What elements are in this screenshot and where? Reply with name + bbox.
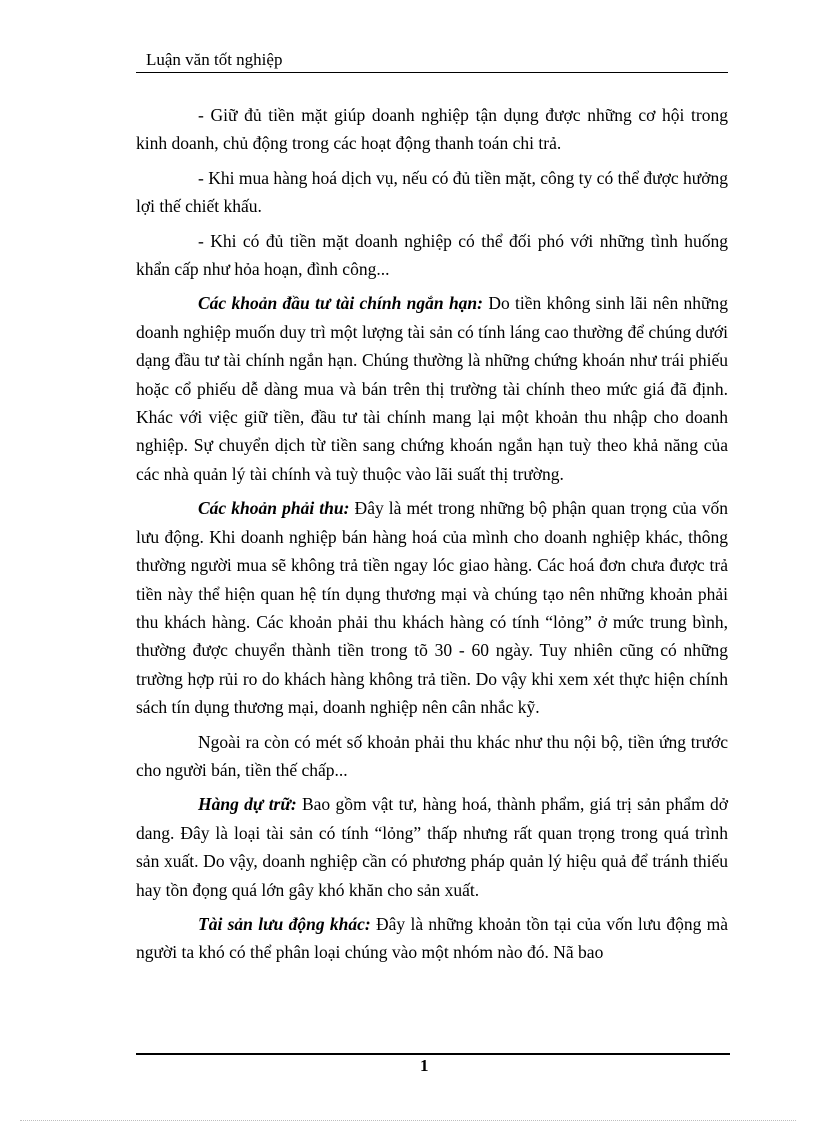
page-edge-dotted-line: [20, 1120, 796, 1121]
header-title: Luận văn tốt nghiệp: [146, 50, 283, 69]
body-text: [136, 101, 728, 973]
paragraph-cash-emergency: [136, 227, 728, 284]
paragraph-text: Ngoài ra còn có mét số khoản phải thu khác như thu nội bộ, tiền ứng trước cho người bán, tiền thế chấp...: [136, 731, 728, 780]
paragraph-receivables: [136, 494, 728, 721]
paragraph-other-current-assets: [136, 910, 728, 967]
paragraph-other-receivables: [136, 728, 728, 785]
paragraph-cash-discount: [136, 164, 728, 221]
paragraph-text: - Khi mua hàng hoá dịch vụ, nếu có đủ tiền mặt, công ty có thể được hưởng lợi thế chiết khấu.: [136, 167, 728, 217]
paragraph-text: Đây là những khoản tồn tại của vốn lưu động mà người ta khó có thể phân loại chúng vào một nhóm nào đó. Nã bao: [136, 913, 729, 963]
paragraph-lead: Tài sản lưu động khác:: [198, 913, 371, 934]
paragraph-lead: Các khoản đầu tư tài chính ngắn hạn:: [198, 293, 483, 314]
paragraph-lead: Hàng dự trữ:: [198, 794, 297, 815]
page-header: [136, 50, 728, 73]
paragraph-text: Đây là mét trong những bộ phận quan trọng của vốn lưu động. Khi doanh nghiệp bán hàng hoá của mình cho doanh nghiệp khác, thông thường người mua sẽ không trả tiền ngay lóc giao hàng. Các hoá đơn chưa được trả tiền này thể hiện quan hệ tín dụng thương mại và chúng tạo nên những khoản phải thu khách hàng. Các khoản phải thu khách hàng có tính “lỏng” ở mức trung bình, thường được chuyển thành tiền trong tõ 30 - 60 ngày. Tuy nhiên cũng có những trường hợp rủi ro do khách hàng không trả tiền. Do vậy khi xem xét thực hiện chính sách tín dụng thương mại, doanh nghiệp nên cân nhắc kỹ.: [136, 498, 728, 718]
paragraph-text: - Giữ đủ tiền mặt giúp doanh nghiệp tận dụng được những cơ hội trong kinh doanh, chủ động trong các hoạt động thanh toán chi trả.: [136, 105, 728, 154]
paragraph-text: - Khi có đủ tiền mặt doanh nghiệp có thể đối phó với những tình huống khẩn cấp như hỏa hoạn, đình công...: [136, 230, 728, 280]
paragraph-text: Do tiền không sinh lãi nên những doanh nghiệp muốn duy trì một lượng tài sản có tính láng cao thường để chúng dưới dạng đầu tư tài chính ngắn hạn. Chúng thường là những chứng khoán như trái phiếu hoặc cổ phiếu dễ dàng mua và bán trên thị trường tài chính theo mức giá đã định. Khác với việc giữ tiền, đầu tư tài chính mang lại một khoản thu nhập cho doanh nghiệp. Sự chuyển dịch từ tiền sang chứng khoán ngắn hạn tuỳ theo khả năng của các nhà quản lý tài chính và tuỳ thuộc vào lãi suất thị trường.: [136, 293, 728, 484]
page-number: 1: [420, 1056, 429, 1075]
paragraph-short-term-investments: [136, 289, 728, 488]
footer-divider: [136, 1053, 730, 1055]
paragraph-cash-opportunity: [136, 101, 728, 158]
paragraph-inventory: [136, 790, 728, 904]
paragraph-text: Bao gồm vật tư, hàng hoá, thành phẩm, giá trị sản phẩm dở dang. Đây là loại tài sản có tính “lỏng” thấp nhưng rất quan trọng trong quá trình sản xuất. Do vậy, doanh nghiệp cần có phương pháp quản lý hiệu quả để tránh thiếu hay tồn đọng quá lớn gây khó khăn cho sản xuất.: [136, 794, 728, 900]
paragraph-lead: Các khoản phải thu:: [198, 498, 350, 519]
